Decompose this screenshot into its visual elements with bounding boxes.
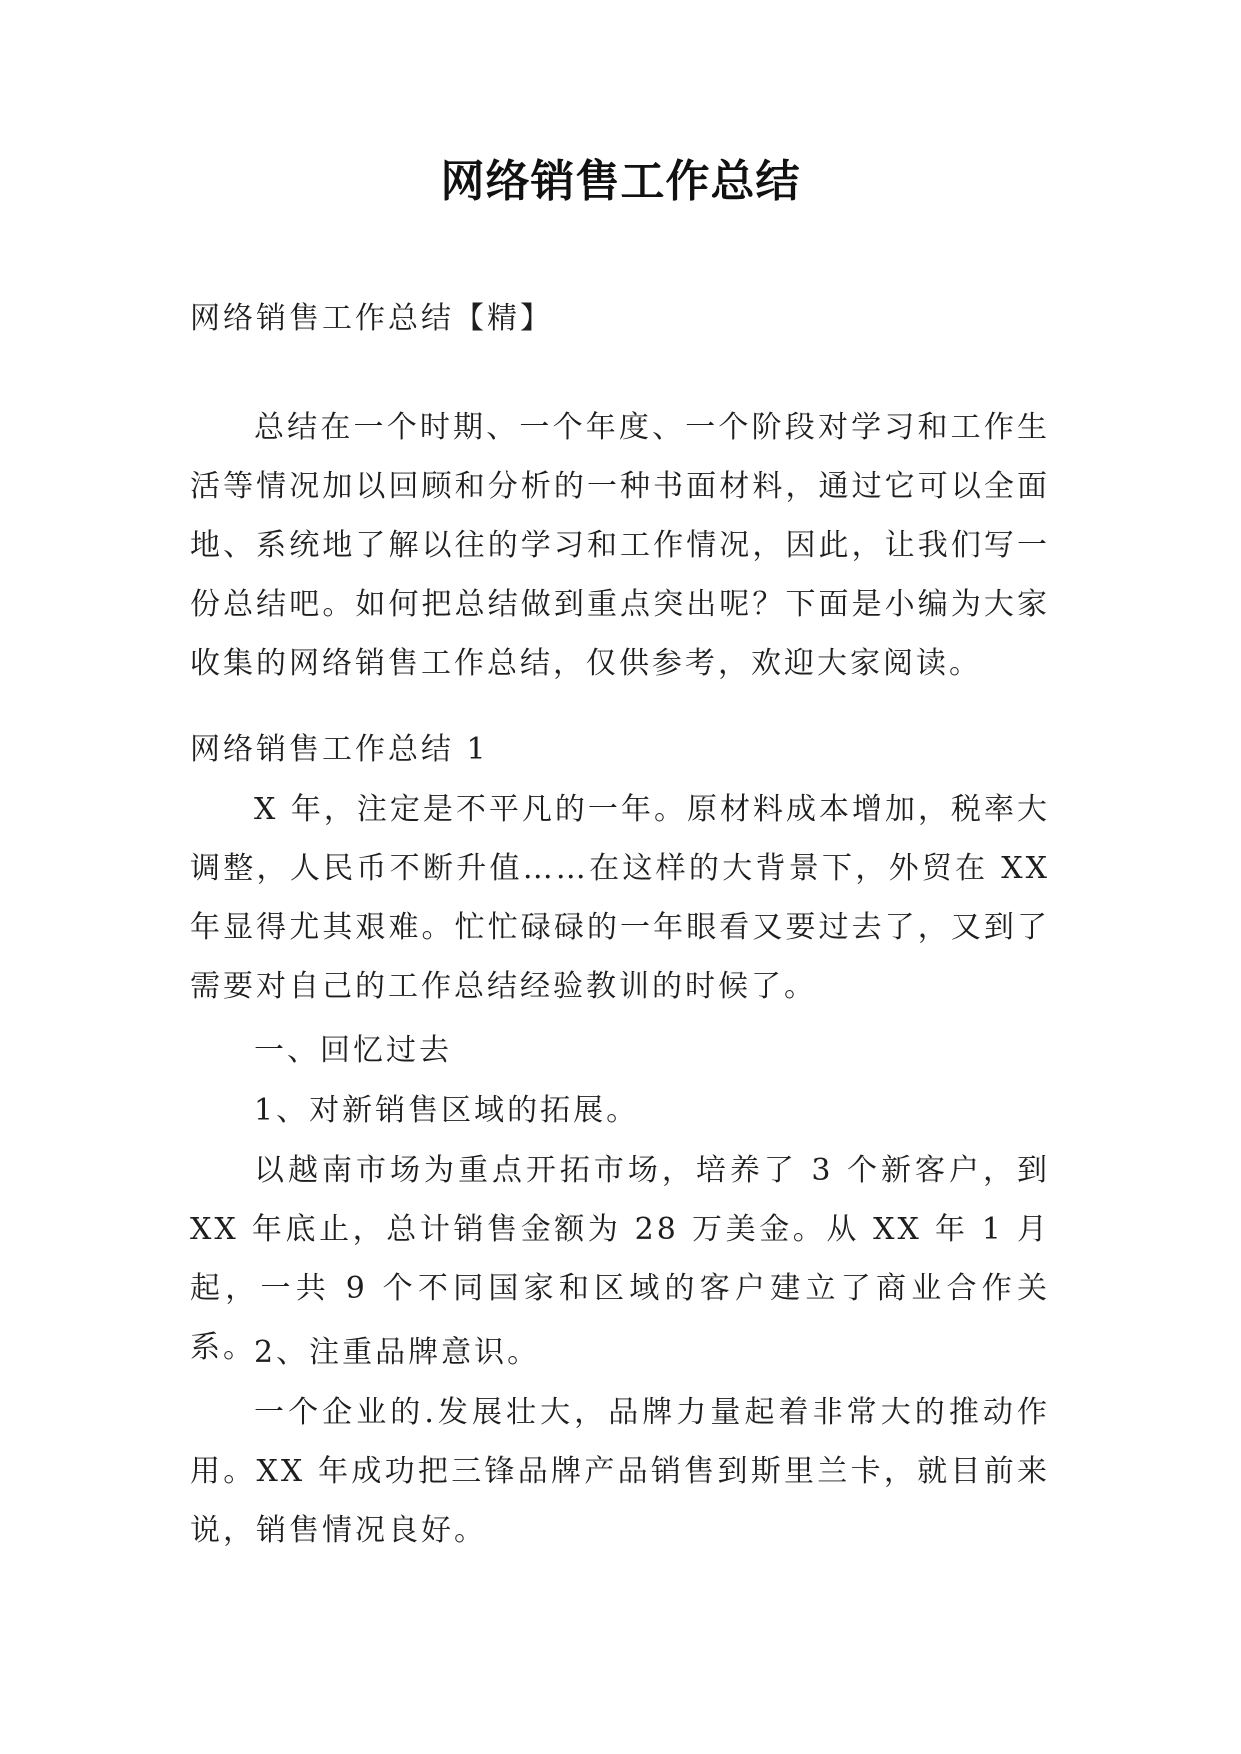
document-title: 网络销售工作总结: [440, 156, 801, 207]
subsection-heading: 一、回忆过去: [254, 1033, 452, 1068]
intro-paragraph: 总结在一个时期、一个年度、一个阶段对学习和工作生活等情况加以回顾和分析的一种书面材料，通过它可以全面地、系统地了解以往的学习和工作情况，因此，让我们写一份总结吧。如何把总结做到重点突出呢？下面是小编为大家收集的网络销售工作总结，仅供参考，欢迎大家阅读。: [190, 410, 1050, 681]
section-heading: 网络销售工作总结 1: [190, 732, 489, 767]
body-paragraph: X 年，注定是不平凡的一年。原材料成本增加，税率大调整，人民币不断升值……在这样的大背景下，外贸在 XX 年显得尤其艰难。忙忙碌碌的一年眼看又要过去了，又到了需要对自己的工作总结经验教训的时候了。: [190, 792, 1050, 1004]
body-paragraph: 以越南市场为重点开拓市场，培养了 3 个新客户，到 XX 年底止，总计销售金额为 28 万美金。从 XX 年 1 月起，一共 9 个不同国家和区域的客户建立了商业合作关系。: [190, 1153, 1050, 1365]
numbered-item-heading: 2、注重品牌意识。: [254, 1335, 541, 1370]
body-paragraph: 一个企业的.发展壮大，品牌力量起着非常大的推动作用。XX 年成功把三锋品牌产品销售到斯里兰卡，就目前来说，销售情况良好。: [190, 1395, 1050, 1548]
numbered-item-heading: 1、对新销售区域的拓展。: [254, 1093, 640, 1128]
document-subtitle: 网络销售工作总结【精】: [190, 301, 553, 336]
